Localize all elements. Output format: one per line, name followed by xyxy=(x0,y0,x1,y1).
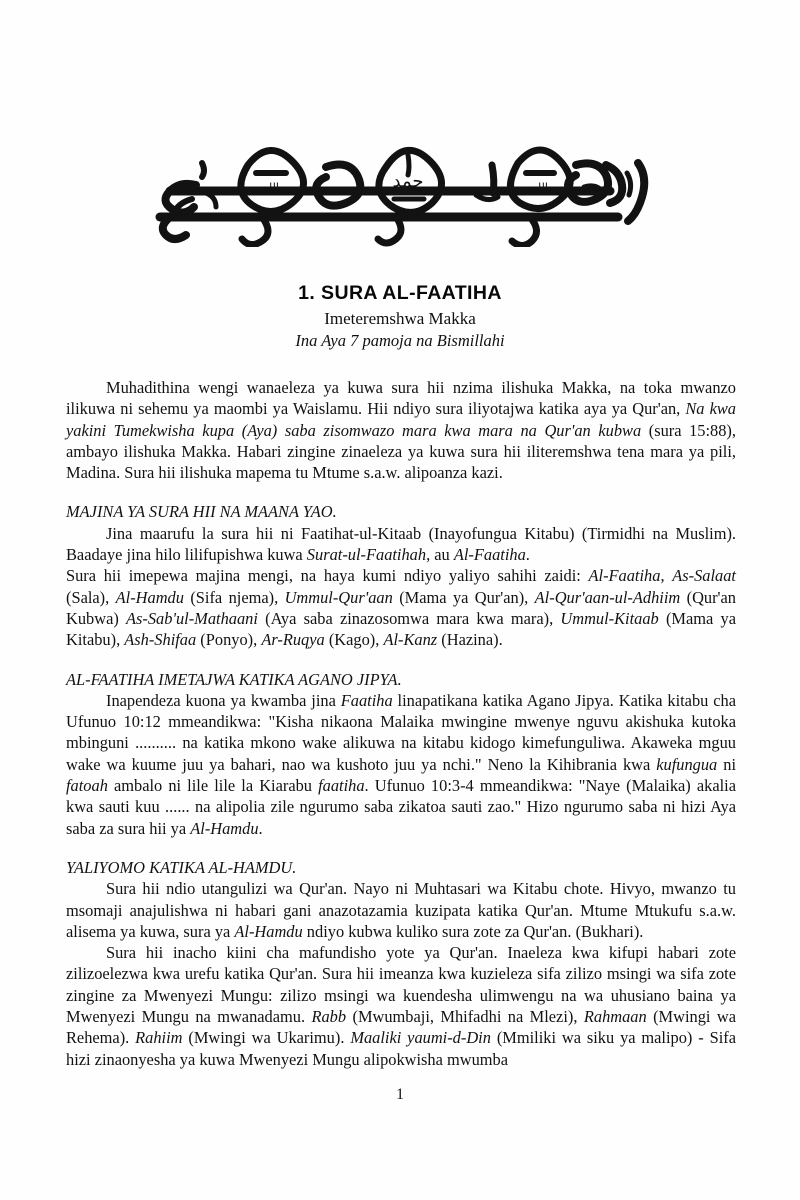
name-2-gloss: (Sala), xyxy=(66,587,116,607)
name-7-gloss: (Mama ya Kitabu), xyxy=(66,608,736,650)
majina-paragraph-2 xyxy=(66,565,736,650)
section-heading-yaliyomo: YALIYOMO KATIKA AL-HAMDU. xyxy=(66,857,297,877)
name-6: As-Sab'ul-Mathaani xyxy=(126,608,258,628)
name-5-gloss: (Qur'an Kubwa) xyxy=(66,587,736,628)
majina-p1-end: . xyxy=(525,545,530,565)
name-4-gloss: (Mama ya Qur'an), xyxy=(392,587,535,607)
agano-b: linapatikana katika Agano Jipya. Katika kitabu cha Ufunuo 10:12 mmeandikwa: "Kisha nikaona Malaika mwingine mwenye nguvu akishuka kutoka mbinguni .......... na katika mkono wake alikuwa na kitabu kidogo kimefunguliwa. Akaweka mguu wake wa kuume juu ya bahari, nao wa kushoto juu ya nchi." Neno la Kihibrania kwa xyxy=(66,690,736,774)
majina-p1-mid: , au xyxy=(426,545,454,565)
agano-d: ambalo ni lile lile la Kiarabu xyxy=(107,776,319,796)
agano-it-al-hamdu: Al-Hamdu xyxy=(190,818,259,838)
yaliyomo-p1-a: Sura hii ndio utangulizi wa Qur'an. Nayo ni Muhtasari wa Kitabu chote. Hivyo, mwanzo tu msomaji anajulishwa ni habari gani anazotazamia kuzipata katika Qur'an. Mtume Mtukufu s.a.w. alisema ya kuwa, sura ya xyxy=(66,879,736,941)
name-9-gloss: (Kago), xyxy=(324,630,384,650)
yaliyomo-p2-c: (Mwingi wa Rehema). xyxy=(66,1007,736,1048)
name-9: Ar-Ruqya xyxy=(261,630,325,650)
name-8: Ash-Shifaa xyxy=(124,630,197,650)
attribute-maaliki-yaumi-d-din: Maaliki yaumi-d-Din xyxy=(350,1028,491,1048)
revelation-place: Imeteremshwa Makka xyxy=(324,309,476,328)
intro-paragraph xyxy=(66,377,736,483)
intro-text-a: Muhadithina wengi wanaeleza ya kuwa sura hii nzima ilishuka Makka, na toka mwanzo ilikuwa ni sehemu ya maombi ya Waislamu. Hii ndiyo sura iliyotajwa katika aya ya Qur'an, xyxy=(66,378,736,419)
name-6-gloss: (Aya saba zinazosomwa mara kwa mara), xyxy=(257,608,561,628)
majina-paragraph-1 xyxy=(66,523,736,566)
attribute-rabb: Rabb xyxy=(311,1007,347,1027)
verse-count-note: Ina Aya 7 pamoja na Bismillahi xyxy=(295,331,505,350)
yaliyomo-p2-e: (Mmiliki wa siku ya malipo) - Sifa hizi zinaonyesha ya kuwa Mwenyezi Mungu alipokwisha mwumba xyxy=(66,1028,737,1069)
name-1: Al-Faatiha xyxy=(588,566,661,586)
name-3: Al-Hamdu xyxy=(115,587,184,607)
majina-name-al-faatiha: Al-Faatiha xyxy=(453,545,526,565)
majina-p1-a: Jina maarufu la sura hii ni Faatihat-ul-Kitaab (Inayofungua Kitabu) (Tirmidhi na Muslim). Baadaye jina hilo lilifupishwa kuwa xyxy=(66,523,736,565)
intro-quran-quote: Na kwa yakini Tumekwisha kupa (Aya) saba zisomwazo mara kwa mara na Qur'an kubwa xyxy=(66,399,736,440)
agano-c: ni xyxy=(717,754,736,774)
intro-text-b: (sura 15:88), ambayo ilishuka Makka. Habari zingine zinaeleza ya kuwa sura hii iliteremshwa tena mara ya pili, Madina. Sura hii ilishuka mapema tu Mtume s.a.w. alipoanza kazi. xyxy=(66,420,736,483)
name-4: Ummul-Qur'aan xyxy=(284,587,393,607)
yaliyomo-p1-b: ndiyo kubwa kuliko sura zote za Qur'an. (Bukhari). xyxy=(302,921,644,941)
agano-it-fatoah: fatoah xyxy=(66,776,108,796)
majina-p2-a: Sura hii imepewa majina mengi, na haya kumi ndiyo yaliyo sahihi zaidi: xyxy=(66,566,589,586)
attribute-rahmaan: Rahmaan xyxy=(583,1007,647,1027)
body-text-column xyxy=(66,377,736,1070)
svg-text:الله: الله xyxy=(263,181,279,194)
yaliyomo-it-al-hamdu: Al-Hamdu xyxy=(234,921,303,941)
section-heading-agano: AL-FAATIHA IMETAJWA KATIKA AGANO JIPYA. xyxy=(66,669,402,689)
section-heading-majina: MAJINA YA SURA HII NA MAANA YAO. xyxy=(66,502,337,522)
name-2: As-Salaat xyxy=(672,566,736,586)
svg-text:حمد: حمد xyxy=(392,171,424,192)
agano-it-faatiha-2: faatiha xyxy=(318,776,365,796)
yaliyomo-p2-d: (Mwingi wa Ukarimu). xyxy=(182,1028,351,1048)
yaliyomo-paragraph-1 xyxy=(66,878,736,942)
name-3-gloss: (Sifa njema), xyxy=(183,587,285,607)
name-1-sep: , xyxy=(660,566,673,586)
name-7: Ummul-Kitaab xyxy=(560,608,659,628)
name-10: Al-Kanz xyxy=(383,630,438,650)
bismillah-calligraphy xyxy=(0,126,800,250)
agano-paragraph xyxy=(66,690,736,839)
agano-it-kufungua: kufungua xyxy=(656,754,718,774)
name-5: Al-Qur'aan-ul-Adhiim xyxy=(534,587,681,607)
yaliyomo-paragraph-2 xyxy=(66,942,736,1070)
name-8-gloss: (Ponyo), xyxy=(196,630,262,650)
agano-e: . Ufunuo 10:3-4 mmeandikwa: "Naye (Malaika) akalia kwa sauti kuu ...... na alipolia zile ngurumo saba zikatoa sauti zao." Hizo ngurumo saba ni hizi Aya saba za sura hii ya xyxy=(66,776,736,838)
yaliyomo-p2-a: Sura hii inacho kiini cha mafundisho yote ya Qur'an. Inaeleza kwa kifupi habari zote zilizoelezwa kwa urefu katika Qur'an. Sura hii imeanza kwa kuzieleza sifa zilizo msingi wa sifa zote zingine za Mwenyezi Mungu: zilizo msingi wa kuendesha ulimwengu na wa uhusiano baina ya Mwenyezi Mungu na mwanadamu. xyxy=(66,943,736,1027)
svg-text:الله: الله xyxy=(532,181,548,194)
agano-a: Inapendeza kuona ya kwamba jina xyxy=(106,690,341,710)
agano-it-faatiha: Faatiha xyxy=(340,690,393,710)
agano-f: . xyxy=(258,818,263,838)
name-10-gloss: (Hazina). xyxy=(437,630,503,650)
majina-name-surat-ul-faatihah: Surat-ul-Faatihah xyxy=(306,545,427,565)
yaliyomo-p2-b: (Mwumbaji, Mhifadhi na Mlezi), xyxy=(346,1007,584,1027)
sura-heading-block xyxy=(0,282,800,351)
page-number: 1 xyxy=(396,1086,404,1103)
page-title: 1. SURA AL-FAATIHA xyxy=(298,282,502,304)
attribute-rahiim: Rahiim xyxy=(135,1028,183,1048)
